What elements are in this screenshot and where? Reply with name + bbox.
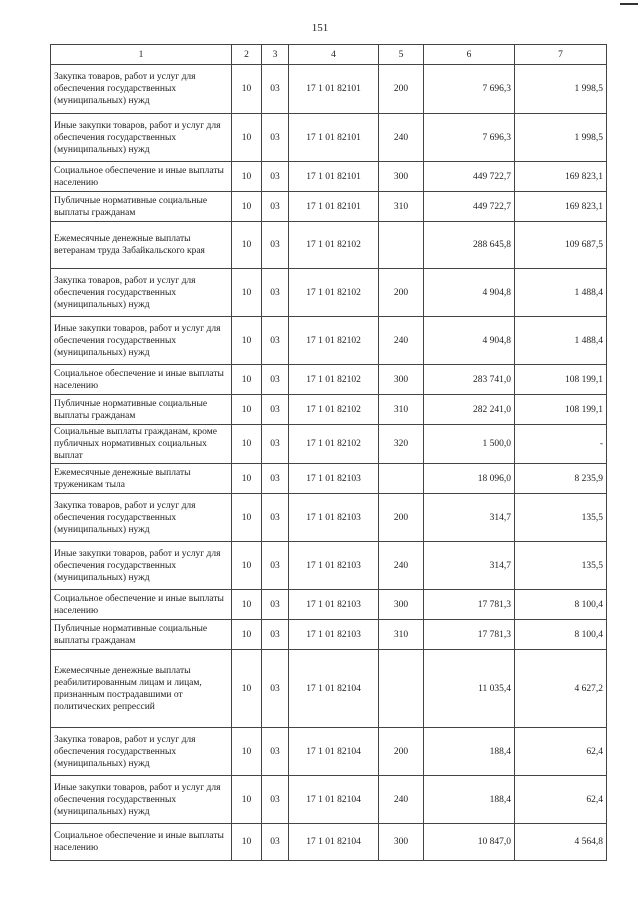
target-article-code: 17 1 01 82104 [289, 728, 379, 776]
header-cell: 5 [379, 45, 424, 65]
amount-col6: 18 096,0 [424, 464, 515, 494]
header-cell: 4 [289, 45, 379, 65]
table-row [51, 269, 607, 317]
section-code: 10 [232, 65, 262, 114]
header-cell: 7 [515, 45, 607, 65]
table-row [51, 222, 607, 269]
corner-mark [620, 3, 638, 5]
subsection-code: 03 [262, 494, 289, 542]
row-name: Социальные выплаты гражданам, кроме публичных нормативных социальных выплат [51, 425, 232, 464]
row-name: Иные закупки товаров, работ и услуг для обеспечения государственных (муниципальных) нужд [51, 776, 232, 824]
row-name: Публичные нормативные социальные выплаты гражданам [51, 192, 232, 222]
section-code: 10 [232, 162, 262, 192]
expense-type-code: 310 [379, 620, 424, 650]
table-row [51, 114, 607, 162]
expense-type-code: 240 [379, 317, 424, 365]
target-article-code: 17 1 01 82102 [289, 317, 379, 365]
amount-col7: 169 823,1 [515, 162, 607, 192]
subsection-code: 03 [262, 776, 289, 824]
row-name: Закупка товаров, работ и услуг для обеспечения государственных (муниципальных) нужд [51, 65, 232, 114]
expense-type-code: 300 [379, 365, 424, 395]
section-code: 10 [232, 317, 262, 365]
amount-col6: 188,4 [424, 776, 515, 824]
target-article-code: 17 1 01 82101 [289, 162, 379, 192]
section-code: 10 [232, 425, 262, 464]
amount-col7: 62,4 [515, 728, 607, 776]
header-cell: 2 [232, 45, 262, 65]
table-row [51, 65, 607, 114]
section-code: 10 [232, 620, 262, 650]
row-name: Иные закупки товаров, работ и услуг для обеспечения государственных (муниципальных) нужд [51, 542, 232, 590]
section-code: 10 [232, 590, 262, 620]
budget-table [50, 44, 607, 861]
row-name: Ежемесячные денежные выплаты ветеранам труда Забайкальского края [51, 222, 232, 269]
amount-col7: 8 100,4 [515, 620, 607, 650]
amount-col6: 17 781,3 [424, 590, 515, 620]
target-article-code: 17 1 01 82101 [289, 65, 379, 114]
subsection-code: 03 [262, 269, 289, 317]
header-cell: 1 [51, 45, 232, 65]
section-code: 10 [232, 776, 262, 824]
subsection-code: 03 [262, 395, 289, 425]
table-row [51, 620, 607, 650]
amount-col6: 10 847,0 [424, 824, 515, 861]
row-name: Иные закупки товаров, работ и услуг для обеспечения государственных (муниципальных) нужд [51, 114, 232, 162]
subsection-code: 03 [262, 114, 289, 162]
subsection-code: 03 [262, 824, 289, 861]
subsection-code: 03 [262, 590, 289, 620]
row-name: Закупка товаров, работ и услуг для обеспечения государственных (муниципальных) нужд [51, 728, 232, 776]
row-name: Закупка товаров, работ и услуг для обеспечения государственных (муниципальных) нужд [51, 269, 232, 317]
section-code: 10 [232, 192, 262, 222]
amount-col7: 1 998,5 [515, 65, 607, 114]
row-name: Закупка товаров, работ и услуг для обеспечения государственных (муниципальных) нужд [51, 494, 232, 542]
section-code: 10 [232, 542, 262, 590]
amount-col7: 135,5 [515, 542, 607, 590]
target-article-code: 17 1 01 82104 [289, 776, 379, 824]
amount-col7: - [515, 425, 607, 464]
expense-type-code: 300 [379, 162, 424, 192]
amount-col7: 1 488,4 [515, 317, 607, 365]
expense-type-code [379, 464, 424, 494]
table-row [51, 395, 607, 425]
expense-type-code: 320 [379, 425, 424, 464]
amount-col6: 11 035,4 [424, 650, 515, 728]
section-code: 10 [232, 494, 262, 542]
section-code: 10 [232, 365, 262, 395]
target-article-code: 17 1 01 82103 [289, 590, 379, 620]
subsection-code: 03 [262, 65, 289, 114]
section-code: 10 [232, 824, 262, 861]
target-article-code: 17 1 01 82102 [289, 269, 379, 317]
expense-type-code: 200 [379, 269, 424, 317]
row-name: Социальное обеспечение и иные выплаты населению [51, 590, 232, 620]
amount-col6: 7 696,3 [424, 114, 515, 162]
subsection-code: 03 [262, 650, 289, 728]
amount-col7: 8 235,9 [515, 464, 607, 494]
target-article-code: 17 1 01 82101 [289, 114, 379, 162]
expense-type-code: 300 [379, 824, 424, 861]
section-code: 10 [232, 222, 262, 269]
amount-col6: 449 722,7 [424, 162, 515, 192]
row-name: Публичные нормативные социальные выплаты гражданам [51, 620, 232, 650]
header-cell: 3 [262, 45, 289, 65]
amount-col7: 169 823,1 [515, 192, 607, 222]
table-row [51, 192, 607, 222]
header-cell: 6 [424, 45, 515, 65]
section-code: 10 [232, 464, 262, 494]
expense-type-code: 310 [379, 395, 424, 425]
amount-col6: 449 722,7 [424, 192, 515, 222]
amount-col6: 314,7 [424, 542, 515, 590]
amount-col7: 1 998,5 [515, 114, 607, 162]
section-code: 10 [232, 650, 262, 728]
amount-col7: 1 488,4 [515, 269, 607, 317]
amount-col7: 108 199,1 [515, 365, 607, 395]
expense-type-code: 240 [379, 114, 424, 162]
target-article-code: 17 1 01 82102 [289, 222, 379, 269]
row-name: Социальное обеспечение и иные выплаты населению [51, 162, 232, 192]
expense-type-code: 310 [379, 192, 424, 222]
amount-col6: 282 241,0 [424, 395, 515, 425]
subsection-code: 03 [262, 365, 289, 395]
table-row [51, 590, 607, 620]
target-article-code: 17 1 01 82102 [289, 365, 379, 395]
target-article-code: 17 1 01 82101 [289, 192, 379, 222]
subsection-code: 03 [262, 728, 289, 776]
section-code: 10 [232, 728, 262, 776]
row-name: Ежемесячные денежные выплаты труженикам тыла [51, 464, 232, 494]
expense-type-code: 240 [379, 776, 424, 824]
section-code: 10 [232, 114, 262, 162]
table-row [51, 365, 607, 395]
table-row [51, 464, 607, 494]
amount-col6: 314,7 [424, 494, 515, 542]
subsection-code: 03 [262, 425, 289, 464]
amount-col7: 8 100,4 [515, 590, 607, 620]
target-article-code: 17 1 01 82103 [289, 464, 379, 494]
expense-type-code [379, 222, 424, 269]
expense-type-code: 200 [379, 728, 424, 776]
target-article-code: 17 1 01 82103 [289, 494, 379, 542]
amount-col6: 4 904,8 [424, 317, 515, 365]
table-row [51, 542, 607, 590]
subsection-code: 03 [262, 192, 289, 222]
target-article-code: 17 1 01 82102 [289, 425, 379, 464]
expense-type-code [379, 650, 424, 728]
target-article-code: 17 1 01 82102 [289, 395, 379, 425]
amount-col6: 1 500,0 [424, 425, 515, 464]
amount-col6: 288 645,8 [424, 222, 515, 269]
table-row [51, 824, 607, 861]
table-row [51, 162, 607, 192]
row-name: Ежемесячные денежные выплаты реабилитированным лицам и лицам, признанным пострадавшими от политических репрессий [51, 650, 232, 728]
expense-type-code: 200 [379, 494, 424, 542]
section-code: 10 [232, 395, 262, 425]
target-article-code: 17 1 01 82104 [289, 824, 379, 861]
amount-col7: 135,5 [515, 494, 607, 542]
subsection-code: 03 [262, 542, 289, 590]
amount-col6: 4 904,8 [424, 269, 515, 317]
expense-type-code: 240 [379, 542, 424, 590]
amount-col6: 188,4 [424, 728, 515, 776]
subsection-code: 03 [262, 162, 289, 192]
amount-col7: 4 564,8 [515, 824, 607, 861]
subsection-code: 03 [262, 620, 289, 650]
amount-col6: 7 696,3 [424, 65, 515, 114]
table-row [51, 425, 607, 464]
amount-col7: 109 687,5 [515, 222, 607, 269]
subsection-code: 03 [262, 317, 289, 365]
table-row [51, 650, 607, 728]
row-name: Социальное обеспечение и иные выплаты населению [51, 824, 232, 861]
target-article-code: 17 1 01 82103 [289, 542, 379, 590]
table-row [51, 728, 607, 776]
table-header-row [51, 45, 607, 65]
section-code: 10 [232, 269, 262, 317]
amount-col7: 62,4 [515, 776, 607, 824]
page-number: 151 [311, 22, 329, 34]
table-row [51, 776, 607, 824]
row-name: Публичные нормативные социальные выплаты гражданам [51, 395, 232, 425]
row-name: Социальное обеспечение и иные выплаты населению [51, 365, 232, 395]
table-row [51, 494, 607, 542]
amount-col7: 4 627,2 [515, 650, 607, 728]
table-row [51, 317, 607, 365]
subsection-code: 03 [262, 464, 289, 494]
expense-type-code: 200 [379, 65, 424, 114]
expense-type-code: 300 [379, 590, 424, 620]
row-name: Иные закупки товаров, работ и услуг для обеспечения государственных (муниципальных) нужд [51, 317, 232, 365]
target-article-code: 17 1 01 82104 [289, 650, 379, 728]
subsection-code: 03 [262, 222, 289, 269]
target-article-code: 17 1 01 82103 [289, 620, 379, 650]
amount-col6: 17 781,3 [424, 620, 515, 650]
amount-col7: 108 199,1 [515, 395, 607, 425]
amount-col6: 283 741,0 [424, 365, 515, 395]
